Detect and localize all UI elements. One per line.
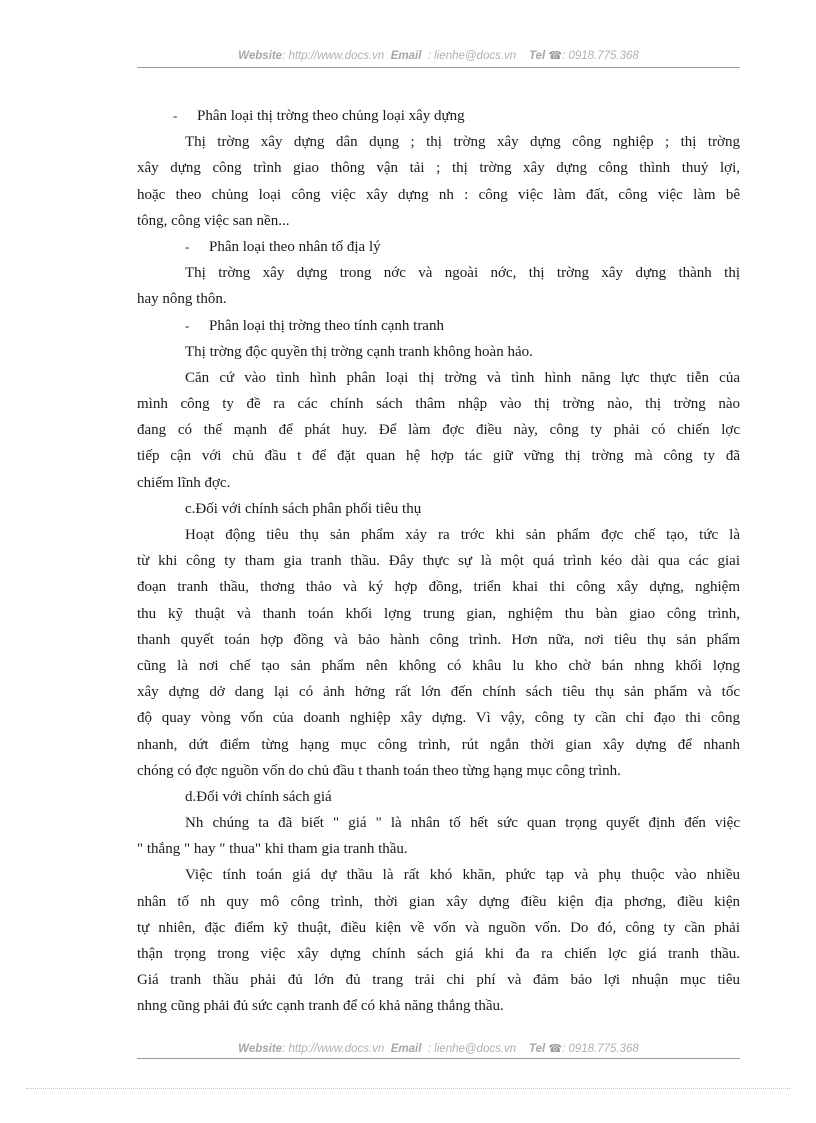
bullet-line [137,234,740,260]
text-line: cũng là nơi chế tạo sản phẩm nên không có khâu lu kho chờ bán nhng khối lợng [137,657,740,674]
bullet-dash-icon: - [173,108,178,123]
section-heading: d.Đối với chính sách giá [185,788,332,805]
text-line: nhanh, dứt điểm từng hạng mục công trình, rút ngắn thời gian xây dựng để nhanh [137,736,740,753]
bullet-line [137,313,740,339]
header-email-label: Email [390,50,422,62]
phone-icon: ☎ [548,50,563,62]
text-line: thanh quyết toán hợp đồng và bảo hành công trình. Hơn nữa, nơi tiêu thụ sản phẩm [137,631,740,648]
text-line: hay nông thôn. [137,291,227,308]
text-line: nhng cũng phải đủ sức cạnh tranh để có khả năng thắng thầu. [137,998,504,1015]
section-heading: c.Đối với chính sách phân phối tiêu thụ [185,500,422,517]
footer-rule [137,1058,740,1059]
text-line: thận trọng trong việc xây dựng chính sách giá khi đa ra chiến lợc giá tranh thầu. [137,946,740,962]
text-line: nhân tố nh quy mô công trình, thời gian xây dựng điều kiện địa phơng, điều kiện [137,893,740,910]
text-line: Giá tranh thầu phải đủ lớn đủ trang trải chi phí và đảm bảo lợi nhuận mục tiêu [137,972,740,989]
document-body [137,103,740,1020]
text-line: Phân loại thị trờng theo chủng loại xây dựng [197,108,465,124]
text-line: Thị trờng xây dựng trong nớc và ngoài nớc, thị trờng xây dựng thành thị [185,265,740,282]
text-line: xây dựng dở dang lại có ảnh hởng rất lớn đến chính sách tiêu thụ sản phẩm và tốc [137,684,740,701]
page-footer [137,1042,740,1062]
page-edge-dotted-line [26,1088,790,1089]
header-rule [137,67,740,68]
footer-email-value: : lienhe@docs.vn [427,1043,517,1055]
text-line: Nh chúng ta đã biết " giá " là nhân tố hết sức quan trọng quyết định đến việc [185,815,740,832]
footer-tel-value: : 0918.775.368 [562,1043,639,1055]
text-line: thu kỹ thuật và thanh toán khối lợng trung gian, nghiệm thu bàn giao công trình, [137,605,740,622]
bullet-line [137,103,740,129]
header-website-url: : http://www.docs.vn [282,50,385,62]
bullet-dash-icon: - [185,317,190,333]
text-line: tông, công việc san nền... [137,212,290,229]
header-tel-value: : 0918.775.368 [562,50,639,62]
footer-email-label: Email [390,1043,422,1055]
text-line: Phân loại thị trờng theo tính cạnh tranh [209,317,444,334]
text-line: Căn cứ vào tình hình phân loại thị trờng và tình hình năng lực thực tiễn của [185,369,740,386]
text-line: Thị trờng độc quyền thị trờng cạnh tranh không hoàn hảo. [185,343,533,360]
bullet-dash-icon: - [185,238,190,254]
text-line: Thị trờng xây dựng dân dụng ; thị trờng xây dựng công nghiệp ; thị trờng [185,134,740,151]
phone-icon: ☎ [548,1043,563,1055]
text-line: hoặc theo chủng loại công việc xây dựng nh : công việc làm đất, công việc làm bê [137,186,740,203]
page-header [137,49,740,69]
text-line: Hoạt động tiêu thụ sản phẩm xảy ra trớc khi sản phẩm đợc chế tạo, tức là [185,527,740,543]
text-line: đang có thế mạnh để phát huy. Để làm đợc điều này, công ty phải có chiến lợc [137,422,740,439]
footer-tel-label: Tel [528,1043,546,1055]
text-line: mình công ty đề ra các chính sách thâm nhập vào thị trờng nào, thị trờng nào [137,396,740,413]
text-line: " thắng " hay " thua" khi tham gia tranh thầu. [137,841,408,858]
text-line: tiếp cận với chủ đầu t để đặt quan hệ hợp tác giữ vững thị trờng mà công ty đã [137,448,740,465]
text-line: Việc tính toán giá dự thầu là rất khó khăn, phức tạp và phụ thuộc vào nhiều [185,867,740,884]
text-line: chóng có đợc nguồn vốn do chủ đầu t thanh toán theo từng hạng mục công trình. [137,762,621,779]
text-line: từ khi công ty tham gia tranh thầu. Đây thực sự là một quá trình kéo dài qua các giai [137,553,740,570]
header-email-value: : lienhe@docs.vn [427,50,517,62]
footer-website-url: : http://www.docs.vn [282,1043,385,1055]
text-line: tự nhiên, đặc điểm kỹ thuật, điều kiện về vốn và nguồn vốn. Do đó, công ty cần phải [137,919,740,936]
text-line: xây dựng công trình giao thông vận tải ; thị trờng xây dựng công thình thuỷ lợi, [137,160,740,177]
text-line: chiếm lĩnh đợc. [137,474,231,491]
header-tel-label: Tel [528,50,546,62]
footer-website-label: Website [238,1043,283,1055]
text-line: Phân loại theo nhân tố địa lý [209,238,381,255]
text-line: độ quay vòng vốn của doanh nghiệp xây dựng. Vì vậy, công ty cần chỉ đạo thi công [137,710,740,727]
text-line: đoạn tranh thầu, thơng thảo và ký hợp đồng, triển khai thi công xây dựng, nghiệm [137,579,740,596]
header-website-label: Website [238,50,283,62]
